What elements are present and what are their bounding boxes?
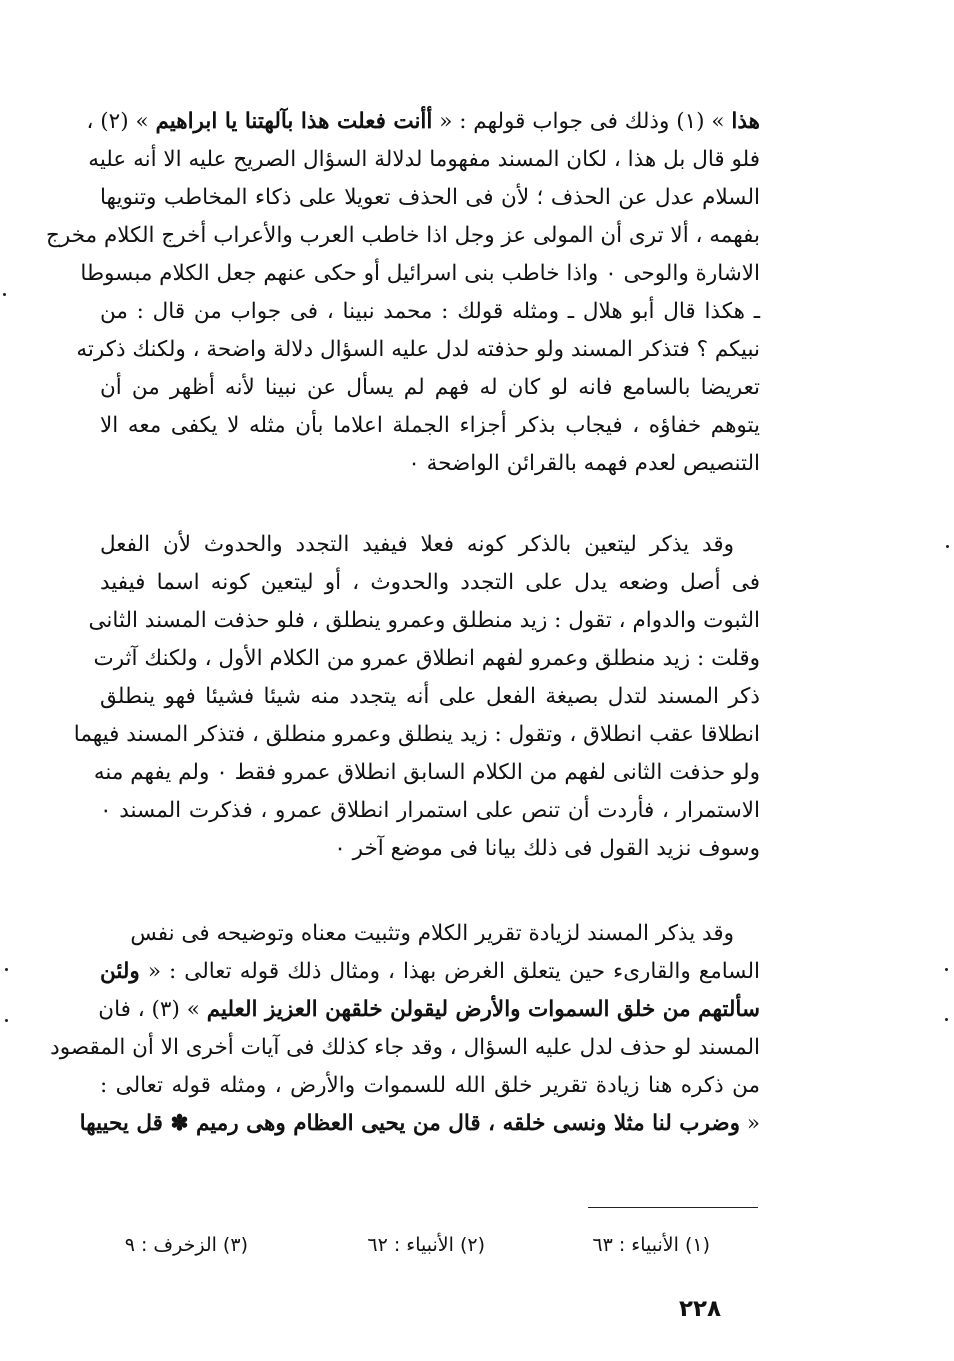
text-line: بفهمه ، ألا ترى أن المولى عز وجل اذا خاطب العرب والأعراب أخرج الكلام مخرج bbox=[46, 223, 760, 248]
paragraph-3 bbox=[50, 915, 760, 1143]
footnote-2: (٢) الأنبياء : ٦٢ bbox=[367, 1234, 485, 1256]
footnote-1: (١) الأنبياء : ٦٣ bbox=[592, 1234, 710, 1256]
text-line: فى أصل وضعه يدل على التجدد والحدوث ، أو ليتعين كونه اسما فيفيد bbox=[100, 570, 760, 595]
scan-speck bbox=[945, 1018, 948, 1021]
text-line: سألتهم من خلق السموات والأرض ليقولن خلقهن العزيز العليم » (٣) ، فان bbox=[98, 997, 760, 1022]
text-line: ذكر المسند لتدل بصيغة الفعل على أنه يتجدد منه شيئا فشيئا فهو ينطلق bbox=[100, 684, 760, 709]
text-line: وقد يذكر ليتعين بالذكر كونه فعلا فيفيد التجدد والحدوث لأن الفعل bbox=[100, 532, 734, 557]
footnote-separator bbox=[588, 1207, 758, 1208]
text-line: وقد يذكر المسند لزيادة تقرير الكلام وتثبيت معناه وتوضيحه فى نفس bbox=[130, 921, 734, 946]
text-line: نبيكم ؟ فتذكر المسند ولو حذفته لدل عليه السؤال دلالة واضحة ، ولكنك ذكرته bbox=[76, 337, 760, 362]
text-line: ـ هكذا قال أبو هلال ـ ومثله قولك : محمد نبينا ، فى جواب من قال : من bbox=[100, 299, 760, 324]
text-line: من ذكره هنا زيادة تقرير خلق الله للسموات والأرض ، ومثله قوله تعالى : bbox=[100, 1073, 760, 1098]
text-line: هذا » (١) وذلك فى جواب قولهم : « أأنت فعلت هذا بآلهتنا يا ابراهيم » (٢) ، bbox=[86, 109, 760, 134]
footnotes bbox=[100, 1228, 710, 1262]
text-line: السامع والقارىء حين يتعلق الغرض بهذا ، ومثال ذلك قوله تعالى : « ولئن bbox=[100, 959, 760, 984]
text-line: انطلاقا عقب انطلاق ، وتقول : زيد ينطلق وعمرو منطلق ، فتذكر المسند فيهما bbox=[73, 722, 760, 747]
text-line: تعريضا بالسامع فانه لو كان له فهم لم يسأل عن نبينا لأنه أظهر من أن bbox=[100, 375, 760, 400]
text-line: وقلت : زيد منطلق وعمرو لفهم انطلاق عمرو من الكلام الأول ، ولكنك آثرت bbox=[93, 646, 760, 671]
text-line: الثبوت والدوام ، تقول : زيد منطلق وعمرو ينطلق ، فلو حذفت المسند الثانى bbox=[88, 608, 760, 633]
paragraph-2 bbox=[73, 526, 760, 868]
text-line: فلو قال بل هذا ، لكان المسند مفهوما لدلالة السؤال الصريح عليه الا أنه عليه bbox=[88, 147, 760, 172]
page-number: ٢٢٨ bbox=[678, 1296, 722, 1322]
scan-speck bbox=[945, 968, 948, 971]
text-line: « وضرب لنا مثلا ونسى خلقه ، قال من يحيى العظام وهى رميم ✽ قل يحييها bbox=[79, 1111, 760, 1136]
text-line: ولو حذفت الثانى لفهم من الكلام السابق انطلاق عمرو فقط ٠ ولم يفهم منه bbox=[93, 760, 760, 785]
text-line: التنصيص لعدم فهمه بالقرائن الواضحة ٠ bbox=[408, 451, 760, 476]
footnote-3: (٣) الزخرف : ٩ bbox=[124, 1234, 248, 1256]
scan-speck bbox=[5, 1019, 8, 1022]
text-line: السلام عدل عن الحذف ؛ لأن فى الحذف تعويلا على ذكاء المخاطب وتنويها bbox=[100, 185, 760, 210]
paragraph-1 bbox=[46, 103, 760, 483]
text-line: يتوهم خفاؤه ، فيجاب بذكر أجزاء الجملة اعلاما بأن مثله لا يكفى معه الا bbox=[100, 413, 760, 438]
text-line: وسوف نزيد القول فى ذلك بيانا فى موضع آخر ٠ bbox=[334, 836, 760, 861]
text-line: الاشارة والوحى ٠ واذا خاطب بنى اسرائيل أو حكى عنهم جعل الكلام مبسوطا bbox=[80, 261, 760, 286]
scan-speck bbox=[946, 545, 949, 548]
scan-speck bbox=[5, 968, 8, 971]
scan-speck bbox=[3, 293, 6, 296]
text-line: المسند لو حذف لدل عليه السؤال ، وقد جاء كذلك فى آيات أخرى الا أن المقصود bbox=[50, 1035, 760, 1060]
text-line: الاستمرار ، فأردت أن تنص على استمرار انطلاق عمرو ، فذكرت المسند ٠ bbox=[100, 798, 760, 823]
